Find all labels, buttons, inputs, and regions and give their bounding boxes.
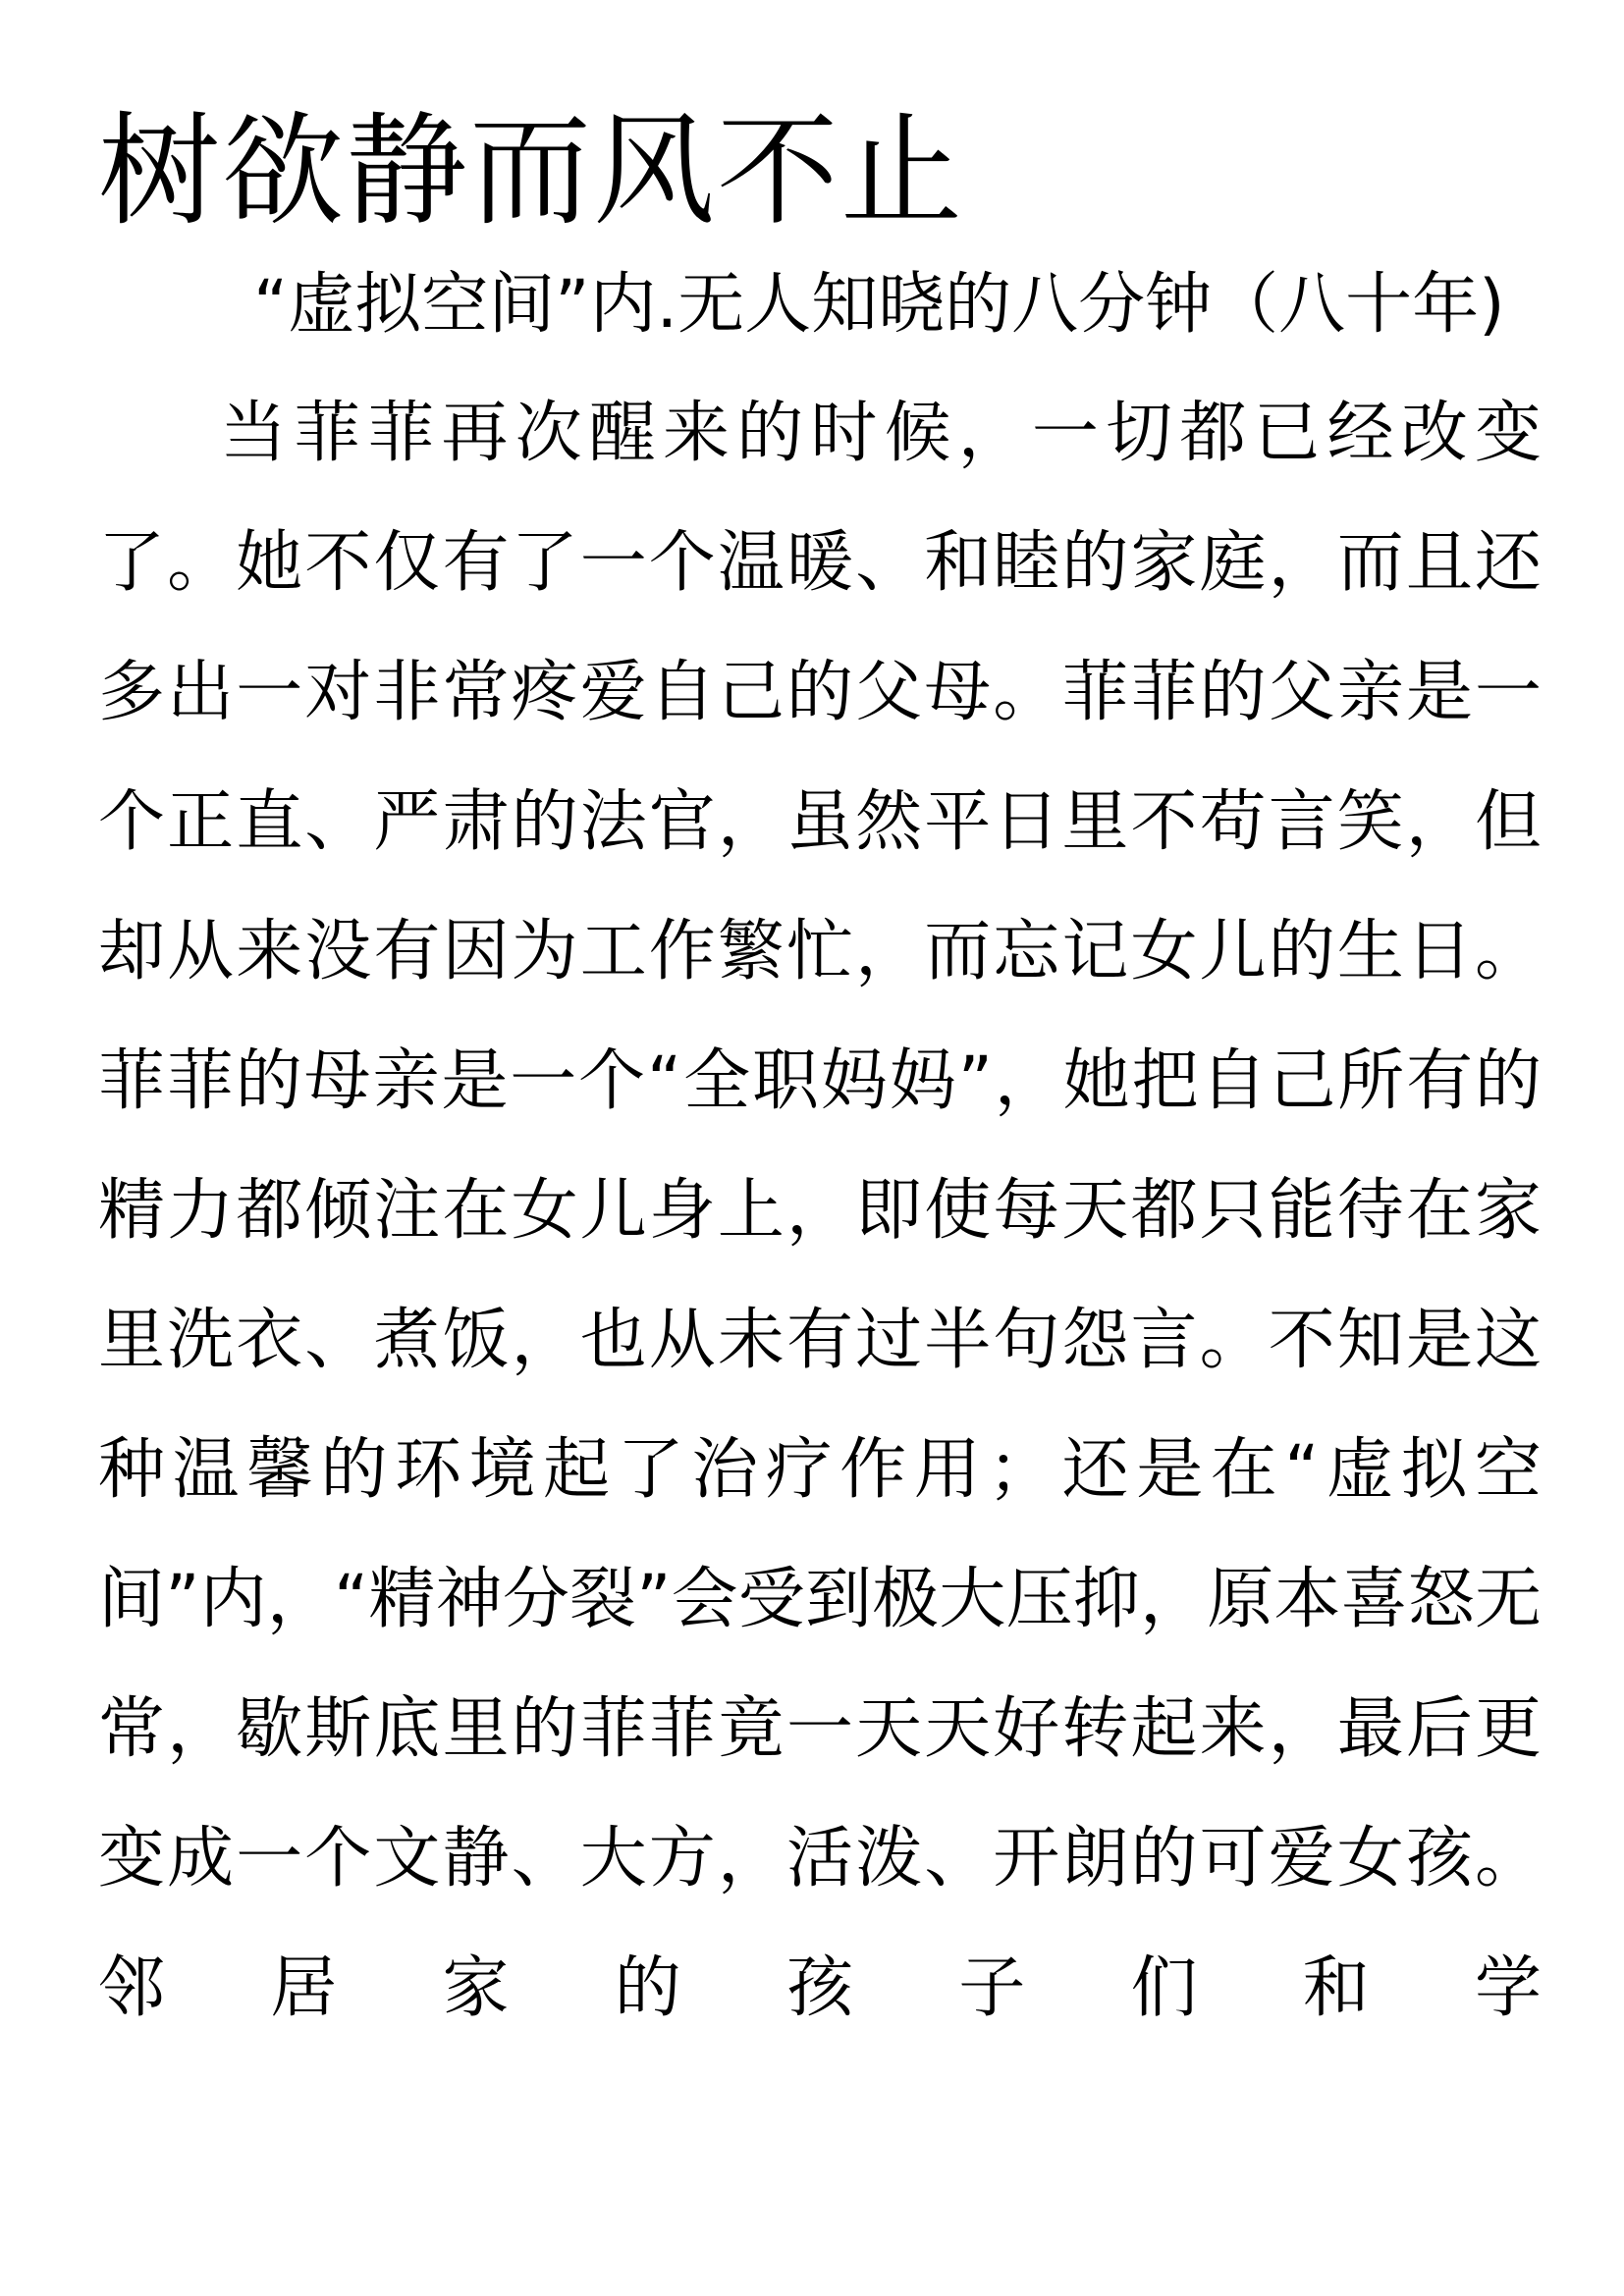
document-page bbox=[98, 98, 1542, 2054]
body-paragraph: 当菲菲再次醒来的时候，一切都已经改变了。她不仅有了一个温暖、和睦的家庭，而且还多出一对非常疼爱自己的父母。菲菲的父亲是一个正直、严肃的法官，虽然平日里不苟言笑，但却从来没有因为工作繁忙，而忘记女儿的生日。菲菲的母亲是一个“全职妈妈”，她把自己所有的精力都倾注在女儿身上，即使每天都只能待在家里洗衣、煮饭，也从未有过半句怨言。不知是这种温馨的环境起了治疗作用；还是在“虚拟空间”内，“精神分裂”会受到极大压抑，原本喜怒无常，歇斯底里的菲菲竟一天天好转起来，最后更变成一个文静、大方，活泼、开朗的可爱女孩。邻居家的孩子们和学 bbox=[98, 395, 1542, 2027]
document-title: 树欲静而风不止 bbox=[98, 101, 965, 242]
chapter-subtitle: “虚拟空间”内.无人知晓的八分钟（八十年) bbox=[253, 266, 1505, 344]
